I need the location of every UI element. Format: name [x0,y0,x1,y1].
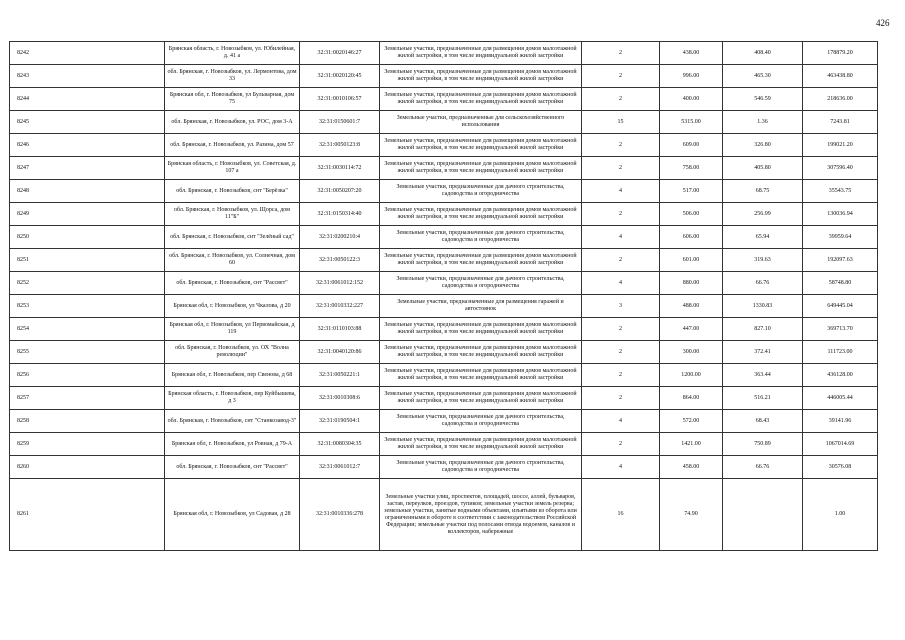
table-row [10,42,878,65]
cadastral-value-cell: 111723.00 [803,341,878,364]
table-row [10,226,878,249]
area-cell: 1200.00 [660,364,723,387]
area-cell: 601.00 [660,249,723,272]
land-use-cell: Земельные участки, предназначенные для размещения домов малоэтажной жилой застройки, в том числе индивидуальной жилой застройки [380,134,582,157]
table-row [10,410,878,433]
group-cell: 15 [582,111,660,134]
area-cell: 447.00 [660,318,723,341]
area-cell: 572.00 [660,410,723,433]
cadastral-value-cell: 130036.94 [803,203,878,226]
land-use-cell: Земельные участки, предназначенные для размещения домов малоэтажной жилой застройки, в том числе индивидуальной жилой застройки [380,249,582,272]
cadastral-number-cell: 32:31:0110103:88 [300,318,380,341]
address-cell: обл. Брянская, г. Новозыбков, снт "Берёзка" [165,180,300,203]
page-number: 426 [876,18,890,28]
rate-cell: 363.44 [723,364,803,387]
area-cell: 606.00 [660,226,723,249]
cadastral-value-cell: 39141.96 [803,410,878,433]
rate-cell: 256.99 [723,203,803,226]
cadastral-value-cell: 649445.04 [803,295,878,318]
cadastral-number-cell: 32:31:0150314:40 [300,203,380,226]
address-cell: Брянская обл, г. Новозыбков, ул Первомайская, д 119 [165,318,300,341]
group-cell: 2 [582,203,660,226]
cadastral-number-cell: 32:31:0061012:7 [300,456,380,479]
row-number-cell: 8252 [10,272,165,295]
address-cell: обл. Брянская, г. Новозыбков, снт "Зелёный сад" [165,226,300,249]
rate-cell: 750.89 [723,433,803,456]
table-row [10,203,878,226]
cadastral-value-cell: 35543.75 [803,180,878,203]
rate-cell: 66.76 [723,272,803,295]
row-number-cell: 8261 [10,479,165,551]
group-cell: 2 [582,433,660,456]
cadastral-number-cell: 32:31:0010106:57 [300,88,380,111]
rate-cell: 1.36 [723,111,803,134]
area-cell: 5315.00 [660,111,723,134]
rate-cell: 465.30 [723,65,803,88]
cadastral-value-cell: 1067014.69 [803,433,878,456]
cadastral-number-cell: 32:31:0030114:72 [300,157,380,180]
cadastral-number-cell: 32:31:0020120:45 [300,65,380,88]
area-cell: 609.00 [660,134,723,157]
row-number-cell: 8243 [10,65,165,88]
group-cell: 16 [582,479,660,551]
row-number-cell: 8255 [10,341,165,364]
area-cell: 438.00 [660,42,723,65]
group-cell: 2 [582,249,660,272]
address-cell: обл. Брянская, г. Новозыбков, снт "Рассвет" [165,456,300,479]
cadastral-number-cell: 32:31:0020146:27 [300,42,380,65]
rate-cell [723,479,803,551]
group-cell: 3 [582,295,660,318]
address-cell: обл. Брянская, г. Новозыбков, ул. ОХ "Волна революции" [165,341,300,364]
address-cell: обл. Брянская, г. Новозыбков, ул. Лермонтова, дом 33 [165,65,300,88]
area-cell: 880.00 [660,272,723,295]
table-row [10,341,878,364]
group-cell: 2 [582,318,660,341]
rate-cell: 1330.83 [723,295,803,318]
group-cell: 4 [582,226,660,249]
cadastral-number-cell: 32:31:0080304:35 [300,433,380,456]
group-cell: 2 [582,88,660,111]
table-row [10,88,878,111]
cadastral-number-cell: 32:31:0050207:20 [300,180,380,203]
group-cell: 2 [582,387,660,410]
cadastral-value-cell: 178879.20 [803,42,878,65]
area-cell: 1421.00 [660,433,723,456]
cadastral-number-cell: 32:31:0190504:1 [300,410,380,433]
cadastral-number-cell: 32:31:0061012:152 [300,272,380,295]
cadastral-value-cell: 30576.08 [803,456,878,479]
land-use-cell: Земельные участки, предназначенные для сельскохозяйственного использования [380,111,582,134]
row-number-cell: 8258 [10,410,165,433]
area-cell: 300.00 [660,341,723,364]
cadastral-number-cell: 32:31:0050122:3 [300,249,380,272]
land-use-cell: Земельные участки, предназначенные для размещения домов малоэтажной жилой застройки, в том числе индивидуальной жилой застройки [380,387,582,410]
cadastral-value-cell: 58748.80 [803,272,878,295]
rate-cell: 516.21 [723,387,803,410]
land-use-cell: Земельные участки, предназначенные для размещения домов малоэтажной жилой застройки, в том числе индивидуальной жилой застройки [380,157,582,180]
area-cell: 758.00 [660,157,723,180]
row-number-cell: 8247 [10,157,165,180]
cadastral-value-table [9,41,878,551]
table-row [10,387,878,410]
area-cell: 864.00 [660,387,723,410]
row-number-cell: 8242 [10,42,165,65]
rate-cell: 68.43 [723,410,803,433]
cadastral-value-cell: 218636.00 [803,88,878,111]
group-cell: 2 [582,42,660,65]
address-cell: Брянская область, г. Новозыбков, ул. Советская, д. 107 а [165,157,300,180]
table-row [10,364,878,387]
address-cell: обл. Брянская, г. Новозыбков, ул. Разина, дом 57 [165,134,300,157]
address-cell: обл. Брянская, г. Новозыбков, ул. РОС, дом 3-А [165,111,300,134]
cadastral-number-cell: 32:31:0150601:7 [300,111,380,134]
cadastral-value-cell: 7243.81 [803,111,878,134]
address-cell: Брянская обл, г. Новозыбков, ул Ровная, д 79-А [165,433,300,456]
table-row [10,134,878,157]
row-number-cell: 8259 [10,433,165,456]
address-cell: Брянская обл, г. Новозыбков, ул Бульварная, дом 75 [165,88,300,111]
group-cell: 2 [582,157,660,180]
row-number-cell: 8257 [10,387,165,410]
address-cell: обл. Брянская, г. Новозыбков, снт "Рассвет" [165,272,300,295]
rate-cell: 326.80 [723,134,803,157]
address-cell: Брянская область, г. Новозыбков, ул. Юбилейная, д. 41 а [165,42,300,65]
rate-cell: 68.75 [723,180,803,203]
table-row [10,318,878,341]
rate-cell: 65.94 [723,226,803,249]
cadastral-number-cell: 32:31:0040120:86 [300,341,380,364]
cadastral-number-cell: 32:31:0050123:8 [300,134,380,157]
land-use-cell: Земельные участки, предназначенные для дачного строительства, садоводства и огородничества [380,456,582,479]
table-row [10,65,878,88]
row-number-cell: 8260 [10,456,165,479]
cadastral-value-cell: 192097.63 [803,249,878,272]
area-cell: 400.00 [660,88,723,111]
address-cell: обл. Брянская, г. Новозыбков, снт "Станкозавод-3" [165,410,300,433]
table-row [10,157,878,180]
table-row [10,479,878,551]
land-use-cell: Земельные участки, предназначенные для размещения домов малоэтажной жилой застройки, в том числе индивидуальной жилой застройки [380,364,582,387]
cadastral-number-cell: 32:31:0010332:227 [300,295,380,318]
table-row [10,272,878,295]
rate-cell: 319.63 [723,249,803,272]
land-use-cell: Земельные участки улиц, проспектов, площадей, шоссе, аллей, бульваров, застав, переулков, проездов, тупиков; земельные участки земель резерва; земельные участки, занятые водными объектами, изъятыми из оборота или ограниченными в обороте в соответствии с законодательством Российской Федерации; земельные участки под полосами отвода водоемов, каналов и коллекторов, набережные [380,479,582,551]
rate-cell: 408.40 [723,42,803,65]
table-row [10,433,878,456]
land-use-cell: Земельные участки, предназначенные для дачного строительства, садоводства и огородничества [380,226,582,249]
group-cell: 2 [582,341,660,364]
address-cell: обл. Брянская, г. Новозыбков, ул. Щорса, дом 11"Б" [165,203,300,226]
address-cell: Брянская обл, г. Новозыбков, ул Чкалова, д 20 [165,295,300,318]
group-cell: 4 [582,456,660,479]
area-cell: 488.00 [660,295,723,318]
area-cell: 517.00 [660,180,723,203]
address-cell: Брянская обл, г. Новозыбков, ул Садовая, д 28 [165,479,300,551]
rate-cell: 66.76 [723,456,803,479]
land-use-cell: Земельные участки, предназначенные для размещения домов малоэтажной жилой застройки, в том числе индивидуальной жилой застройки [380,88,582,111]
land-use-cell: Земельные участки, предназначенные для размещения домов малоэтажной жилой застройки, в том числе индивидуальной жилой застройки [380,318,582,341]
rate-cell: 546.59 [723,88,803,111]
row-number-cell: 8254 [10,318,165,341]
address-cell: Брянская обл, г. Новозыбков, пер Свенова, д 68 [165,364,300,387]
area-cell: 74.90 [660,479,723,551]
cadastral-value-cell: 199021.20 [803,134,878,157]
group-cell: 2 [582,364,660,387]
group-cell: 4 [582,410,660,433]
cadastral-number-cell: 32:31:0010308:6 [300,387,380,410]
group-cell: 4 [582,272,660,295]
land-use-cell: Земельные участки, предназначенные для размещения домов малоэтажной жилой застройки, в том числе индивидуальной жилой застройки [380,203,582,226]
table-row [10,111,878,134]
cadastral-number-cell: 32:31:0050221:1 [300,364,380,387]
cadastral-value-cell: 446005.44 [803,387,878,410]
group-cell: 4 [582,180,660,203]
row-number-cell: 8248 [10,180,165,203]
land-use-cell: Земельные участки, предназначенные для размещения домов малоэтажной жилой застройки, в том числе индивидуальной жилой застройки [380,65,582,88]
group-cell: 2 [582,134,660,157]
table-row [10,249,878,272]
cadastral-number-cell: 32:31:0200210:4 [300,226,380,249]
address-cell: обл. Брянская, г. Новозыбков, ул. Солнечная, дом 60 [165,249,300,272]
area-cell: 506.00 [660,203,723,226]
land-use-cell: Земельные участки, предназначенные для размещения домов малоэтажной жилой застройки, в том числе индивидуальной жилой застройки [380,433,582,456]
land-use-cell: Земельные участки, предназначенные для размещения гаражей и автостоянок [380,295,582,318]
table-row [10,180,878,203]
row-number-cell: 8253 [10,295,165,318]
row-number-cell: 8256 [10,364,165,387]
land-use-cell: Земельные участки, предназначенные для дачного строительства, садоводства и огородничества [380,272,582,295]
cadastral-value-cell: 1.00 [803,479,878,551]
table-row [10,295,878,318]
rate-cell: 405.80 [723,157,803,180]
land-use-cell: Земельные участки, предназначенные для размещения домов малоэтажной жилой застройки, в том числе индивидуальной жилой застройки [380,42,582,65]
cadastral-value-cell: 369713.70 [803,318,878,341]
row-number-cell: 8244 [10,88,165,111]
row-number-cell: 8246 [10,134,165,157]
land-use-cell: Земельные участки, предназначенные для дачного строительства, садоводства и огородничества [380,410,582,433]
cadastral-value-cell: 307596.40 [803,157,878,180]
land-use-cell: Земельные участки, предназначенные для дачного строительства, садоводства и огородничества [380,180,582,203]
cadastral-value-cell: 463438.80 [803,65,878,88]
address-cell: Брянская область, г. Новозыбков, пер Куйбышева, д 3 [165,387,300,410]
rate-cell: 372.41 [723,341,803,364]
area-cell: 458.00 [660,456,723,479]
land-use-cell: Земельные участки, предназначенные для размещения домов малоэтажной жилой застройки, в том числе индивидуальной жилой застройки [380,341,582,364]
row-number-cell: 8251 [10,249,165,272]
table-row [10,456,878,479]
row-number-cell: 8249 [10,203,165,226]
group-cell: 2 [582,65,660,88]
area-cell: 996.00 [660,65,723,88]
row-number-cell: 8245 [10,111,165,134]
rate-cell: 827.10 [723,318,803,341]
cadastral-value-cell: 436128.00 [803,364,878,387]
cadastral-number-cell: 32:31:0010336:278 [300,479,380,551]
row-number-cell: 8250 [10,226,165,249]
cadastral-value-cell: 39959.64 [803,226,878,249]
